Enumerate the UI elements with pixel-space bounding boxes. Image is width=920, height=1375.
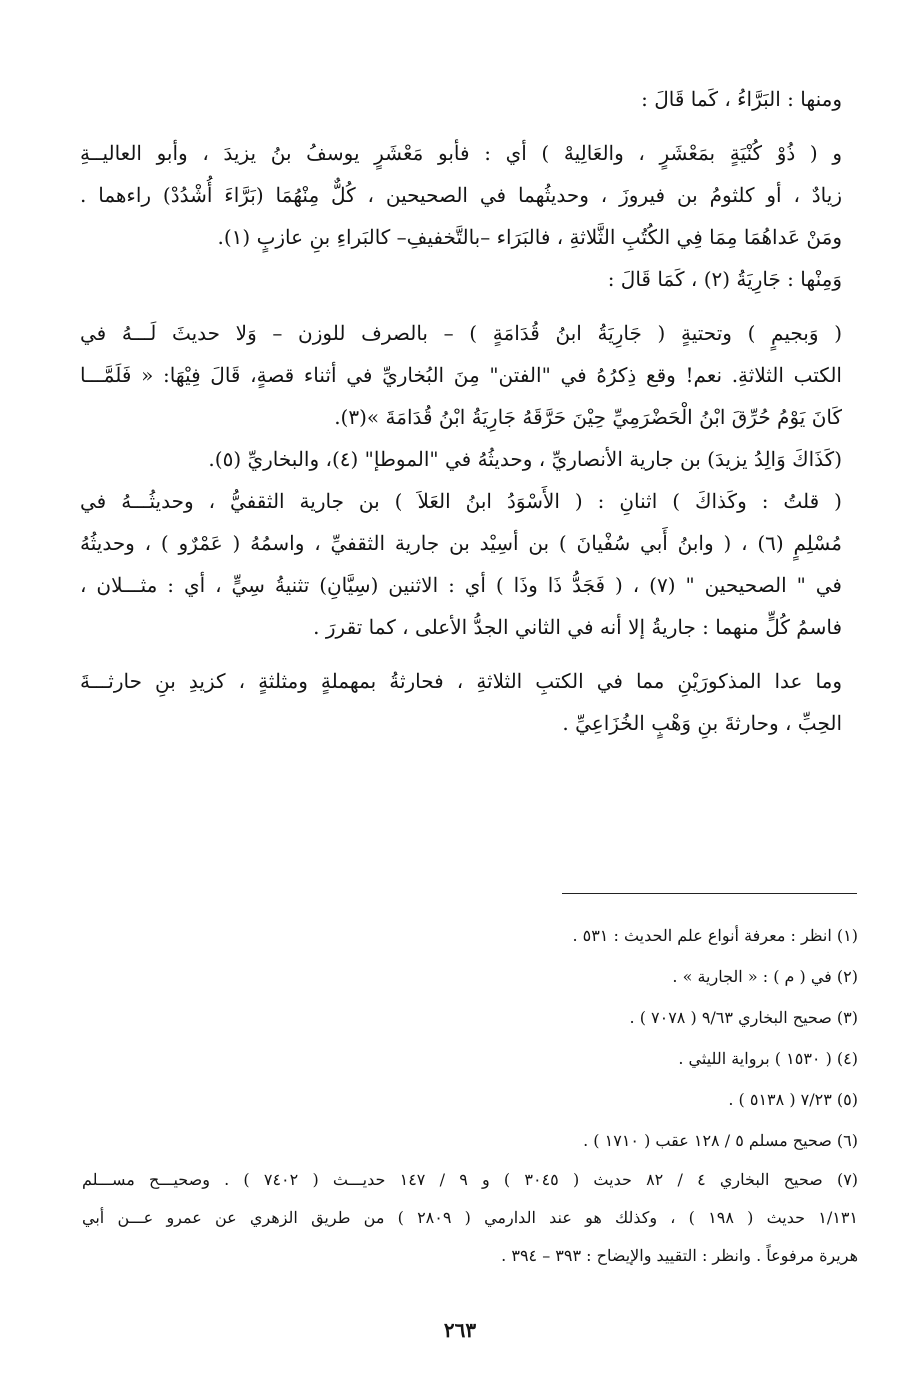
text-line: ( وَبجيمٍ ) وتحتيةٍ ( جَارِيَةُ ابنُ قُدَامَةٍ ) – بالصرف للوزن – وَلا حديثَ لَـــهُ في bbox=[80, 321, 842, 345]
footnote: (٧) صحيح البخاري ٤ / ٨٢ حديث ( ٣٠٤٥ ) و ٩ / ١٤٧ حديـــث ( ٧٤٠٢ ) . وصحيـــح مســـلم bbox=[82, 1170, 858, 1189]
footnote: (١) انظر : معرفة أنواع علم الحديث : ٥٣١ . bbox=[572, 926, 858, 945]
footnotes-section bbox=[82, 915, 858, 1275]
footnote: (٦) صحيح مسلم ٥ / ١٢٨ عقب ( ١٧١٠ ) . bbox=[583, 1131, 858, 1150]
footnote: (٤) ( ١٥٣٠ ) برواية الليثي . bbox=[678, 1049, 858, 1068]
text-line: كَانَ يَوْمُ حُرِّقَ ابْنُ الْحَضْرَمِيِّ حِيْنَ حَرَّقَهُ جَارِيَةُ ابْنُ قُدَامَةَ »(٣). bbox=[334, 405, 842, 429]
text-line: ومنها : البَرَّاءُ ، كَما قَالَ : bbox=[641, 87, 842, 111]
text-line: وما عدا المذكورَيْنِ مما في الكتبِ الثلاثةِ ، فحارثةُ بمهملةٍ ومثلثةٍ ، كزيدِ بنِ حارثـــةَ bbox=[80, 669, 842, 693]
page-number: ٢٦٣ bbox=[443, 1318, 477, 1342]
main-text-body bbox=[80, 78, 842, 744]
footnote-continuation: هريرة مرفوعاً . وانظر : التقييد والإيضاح : ٣٩٣ – ٣٩٤ . bbox=[501, 1246, 858, 1265]
footnote-divider bbox=[562, 893, 857, 894]
text-line: الحِبِّ ، وحارثةَ بنِ وَهْبٍ الخُزَاعِيِّ . bbox=[562, 711, 842, 735]
text-line: مُسْلِمٍ (٦) ، ( وابنُ أَبي سُفْيانَ ) بن أسِيْد بن جارية الثقفيِّ ، واسمُهُ ( عَمْرٌو ) ، وحديثُهُ bbox=[80, 531, 842, 555]
footnote: (٢) في ( م ) : « الجارية » . bbox=[672, 967, 858, 986]
text-line: و ( ذُوْ كُنْيَةٍ بمَعْشَرٍ ، والعَالِيهْ ) أي : فأبو مَعْشَرٍ يوسفُ بنُ يزيدَ ، وأبو العاليــةِ bbox=[80, 141, 842, 165]
footnote: (٥) ٧/٢٣ ( ٥١٣٨ ) . bbox=[728, 1090, 858, 1109]
text-line: وَمِنْها : جَارِيَةُ (٢) ، كَمَا قَالَ : bbox=[607, 267, 842, 291]
text-line: فاسمُ كُلٍّ منهما : جاريةُ إلا أنه في الثاني الجدُّ الأعلى ، كما تقررَ . bbox=[313, 615, 842, 639]
text-line: الكتب الثلاثةِ. نعم! وقع ذِكرُهُ في "الفتن" مِنَ البُخاريِّ في أثناء قصةٍ، قَالَ فِيْهَا: « فَلَمَّـــا bbox=[80, 363, 842, 387]
text-line: ومَنْ عَداهُمَا مِمَا فِي الكُتُبِ الثَّلاثةِ ، فالبَرَاء –بالتَّخفيفِ– كالبَراءِ بنِ عازبٍ (١). bbox=[217, 225, 842, 249]
text-line: ( قلتُ : وكَذاكَ ) اثنانِ : ( الأَسْوَدُ ابنُ العَلاَ ) بن جارية الثقفيُّ ، وحديثُـــهُ في bbox=[80, 489, 842, 513]
footnote-continuation: ١/١٣١ حديث ( ١٩٨ ) ، وكذلك هو عند الدارمي ( ٢٨٠٩ ) من طريق الزهري عن عمرو عـــن أبي bbox=[82, 1208, 858, 1227]
text-line: (كَذَاكَ وَالِدُ يزيدَ) بن جارية الأنصاريِّ ، وحديثُهُ في "الموطإ" (٤)، والبخاريِّ (٥). bbox=[208, 447, 842, 471]
text-line: في " الصحيحين " (٧) ، ( فَجَدُّ ذَا وذَا ) أي : الاثنين (سِيَّانِ) تثنيةُ سِيٍّ ، أي : مثـــلان ، bbox=[80, 573, 842, 597]
text-line: زيادٌ ، أو كلثومُ بن فيروزَ ، وحديثُهما في الصحيحين ، كُلٌّ مِنْهُمَا (بَرَّاءَ أُشْدُدْ) راءهما . bbox=[80, 183, 842, 207]
footnote: (٣) صحيح البخاري ٩/٦٣ ( ٧٠٧٨ ) . bbox=[629, 1008, 858, 1027]
